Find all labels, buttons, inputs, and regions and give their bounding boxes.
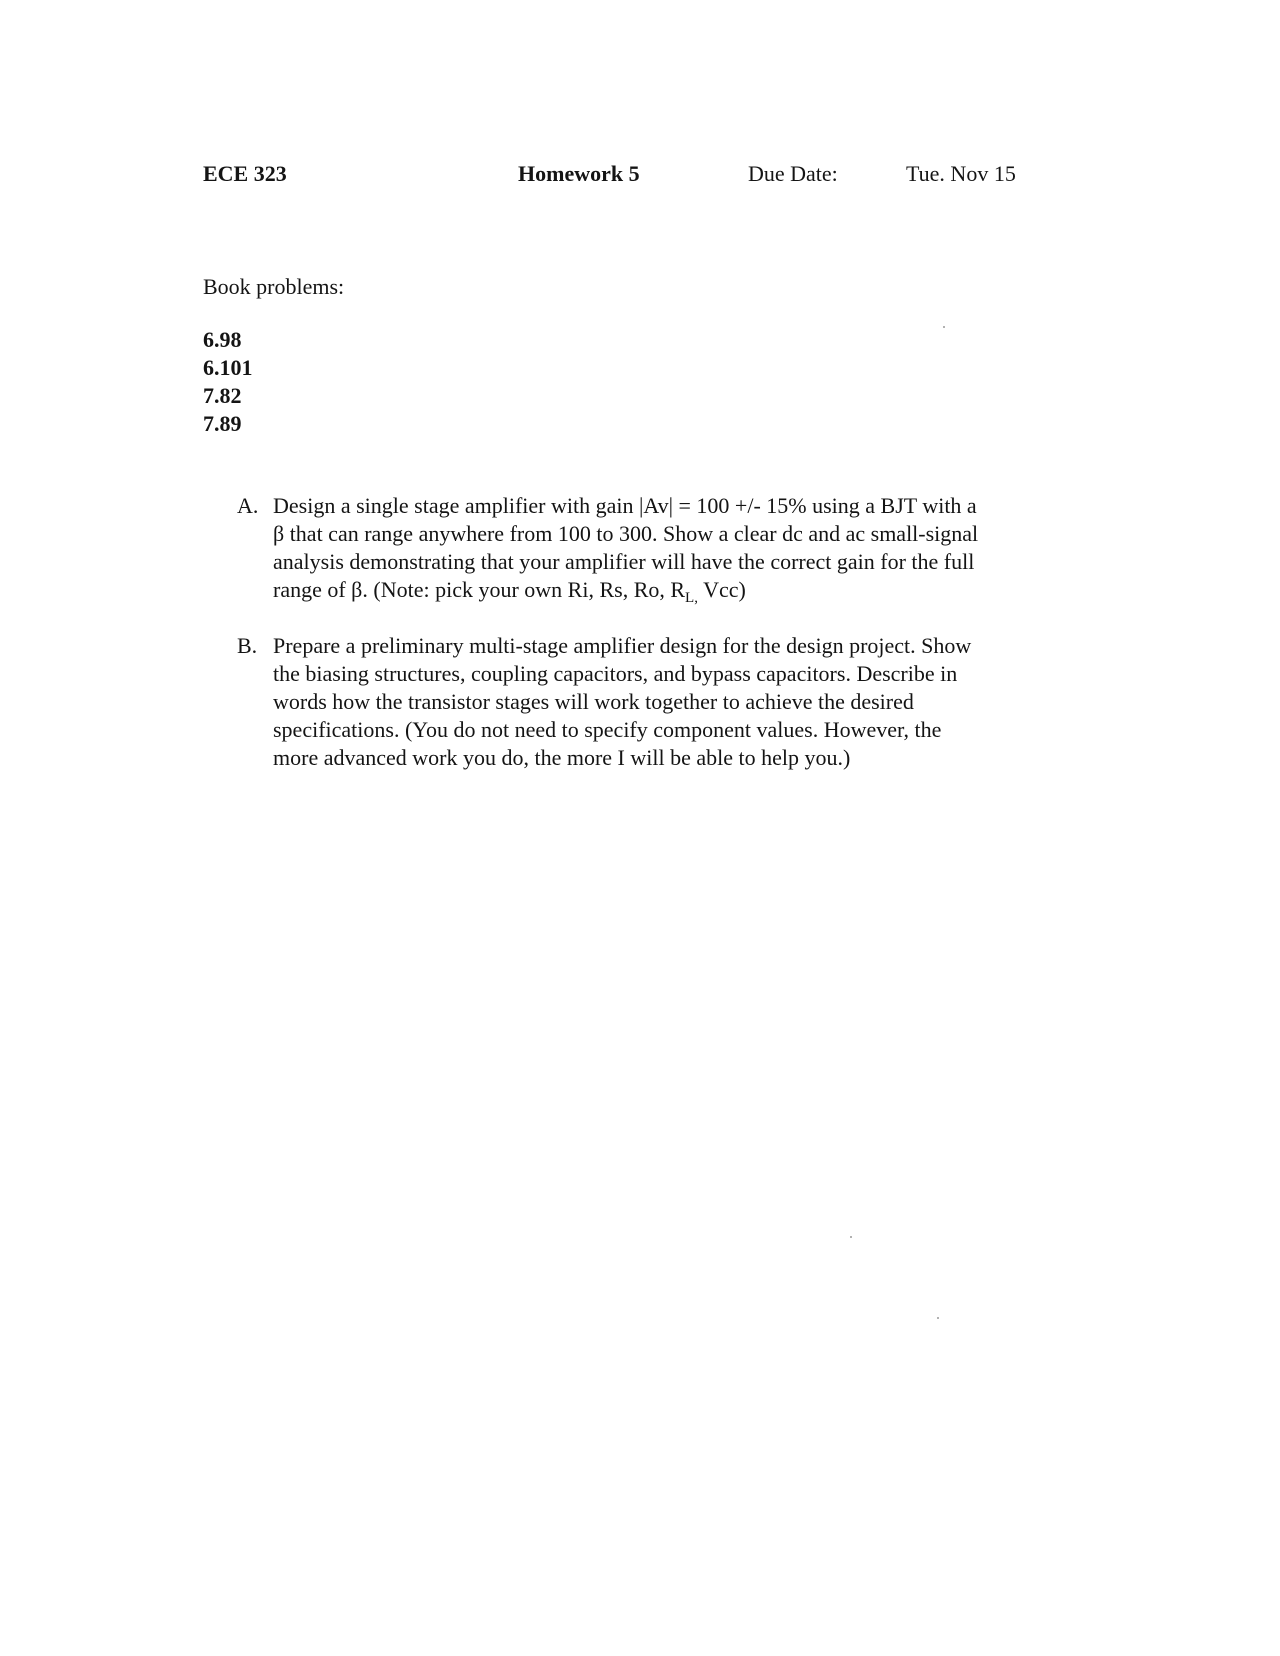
due-date-value: Tue. Nov 15	[906, 161, 1016, 186]
problem-a-line4-text: range of β. (Note: pick your own Ri, Rs, Ro, R	[273, 577, 686, 602]
problem-a-line	[273, 576, 1033, 607]
problem-a	[237, 492, 1037, 607]
problem-b-text	[273, 632, 1033, 772]
scan-speck	[850, 1236, 852, 1238]
book-problems-list	[203, 326, 253, 438]
problem-a-text	[273, 492, 1033, 607]
problem-b	[237, 632, 1037, 772]
book-problem-item: 7.89	[203, 411, 242, 436]
book-problems-label: Book problems:	[203, 274, 345, 299]
problem-b-line: specifications. (You do not need to specify component values. However, the	[273, 717, 942, 742]
problem-a-line: analysis demonstrating that your amplifier will have the correct gain for the full	[273, 549, 975, 574]
book-problem-item: 7.82	[203, 383, 242, 408]
problem-b-line: words how the transistor stages will work together to achieve the desired	[273, 689, 914, 714]
book-problem-item: 6.101	[203, 355, 253, 380]
problem-a-letter: A.	[237, 493, 259, 518]
book-problem-item: 6.98	[203, 327, 242, 352]
scan-speck	[943, 326, 945, 328]
problem-a-line: β that can range anywhere from 100 to 300. Show a clear dc and ac small-signal	[273, 521, 979, 546]
scan-speck	[937, 1317, 939, 1319]
problem-b-letter: B.	[237, 633, 258, 658]
problem-a-line4-tail: Vcc)	[697, 577, 746, 602]
rl-subscript: L,	[685, 590, 698, 606]
problem-a-line: Design a single stage amplifier with gain |Av| = 100 +/- 15% using a BJT with a	[273, 493, 977, 518]
problem-b-line: the biasing structures, coupling capacitors, and bypass capacitors. Describe in	[273, 661, 958, 686]
problem-b-line: Prepare a preliminary multi-stage amplifier design for the design project. Show	[273, 633, 972, 658]
course-number: ECE 323	[203, 161, 287, 186]
homework-title: Homework 5	[518, 161, 640, 186]
due-date-label: Due Date:	[748, 161, 838, 186]
problem-b-line: more advanced work you do, the more I will be able to help you.)	[273, 745, 851, 770]
